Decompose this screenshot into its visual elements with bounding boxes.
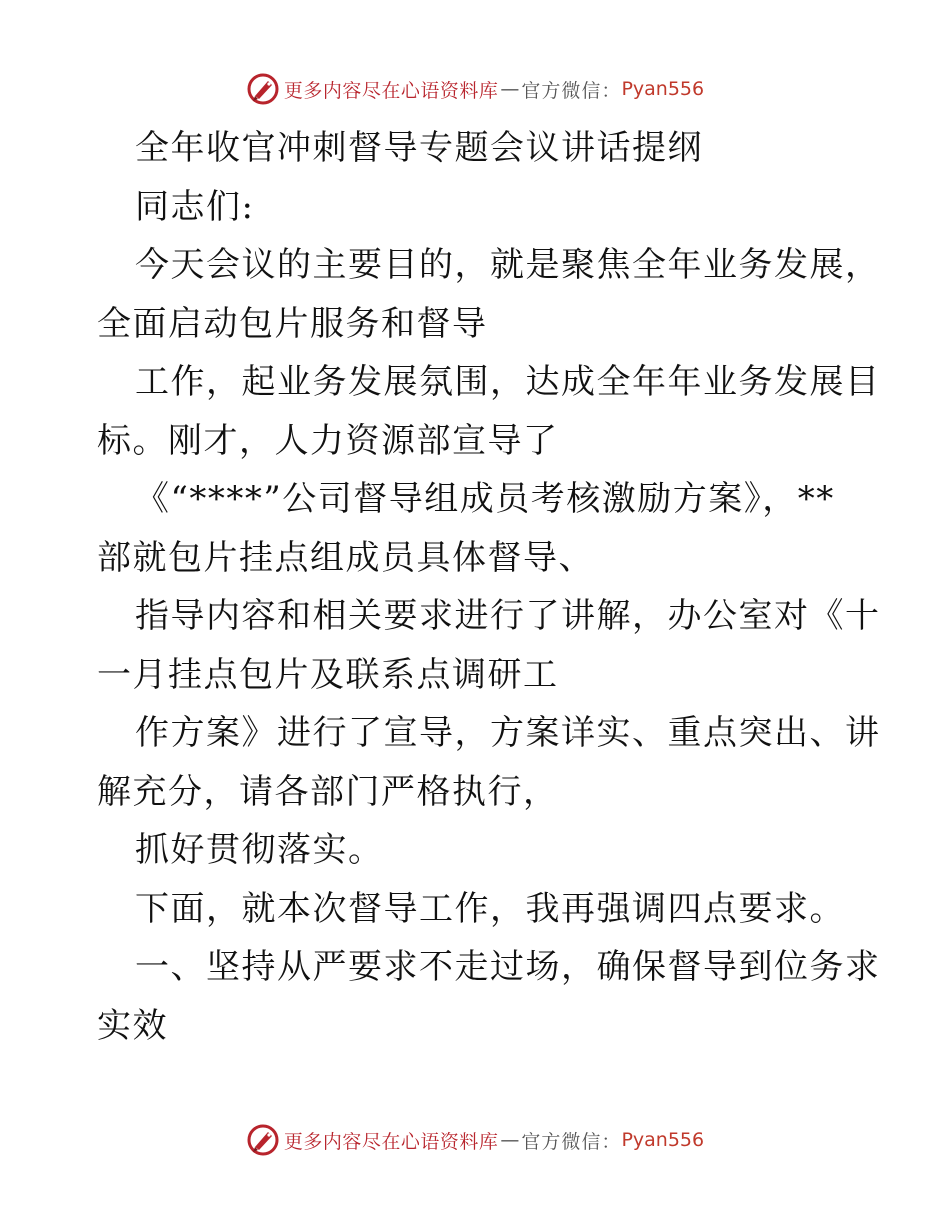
paragraph-line: 下面，就本次督导工作，我再强调四点要求。	[135, 888, 845, 929]
paragraph-line: 一月挂点包片及联系点调研工	[97, 654, 559, 695]
watermark-site-text: 更多内容尽在心语资料库	[283, 79, 499, 102]
watermark-wechat-id: Pyan556	[621, 1129, 705, 1151]
paragraph-line: 部就包片挂点组成员具体督导、	[97, 537, 594, 578]
paragraph-line: 作方案》进行了宣导，方案详实、重点突出、讲	[135, 713, 881, 753]
watermark-site-text: 更多内容尽在心语资料库	[283, 1130, 499, 1153]
watermark-wechat-label: 官方微信：	[521, 1130, 622, 1153]
paragraph-line: 抓好贯彻落实。	[135, 830, 384, 870]
paragraph-line: 《“****”公司督导组成员考核激励方案》，**	[135, 479, 835, 519]
paragraph-line: 工作，起业务发展氛围，达成全年年业务发展目	[135, 362, 881, 402]
paragraph-line: 全面启动包片服务和督导	[97, 303, 488, 344]
paragraph-line: 解充分，请各部门严格执行，	[97, 771, 559, 812]
paragraph-line: 今天会议的主要目的，就是聚焦全年业务发展，	[135, 245, 881, 285]
watermark-wechat-id: Pyan556	[621, 78, 705, 100]
salutation: 同志们:	[135, 186, 255, 227]
paragraph-line: 指导内容和相关要求进行了讲解，办公室对《十	[135, 596, 881, 636]
watermark-dash: —	[500, 1129, 520, 1151]
header-watermark	[0, 72, 950, 106]
pen-nib-logo-icon	[246, 1123, 280, 1157]
footer-watermark	[0, 1123, 950, 1157]
document-body	[97, 119, 881, 1055]
document-title: 全年收官冲刺督导专题会议讲话提纲	[135, 128, 703, 168]
watermark-dash: —	[500, 78, 520, 100]
paragraph-line: 标。刚才，人力资源部宣导了	[97, 420, 559, 461]
pen-nib-logo-icon	[246, 72, 280, 106]
watermark-wechat-label: 官方微信：	[521, 79, 622, 102]
section-heading: 实效	[97, 1005, 168, 1046]
section-heading: 一、坚持从严要求不走过场，确保督导到位务求	[135, 947, 881, 987]
